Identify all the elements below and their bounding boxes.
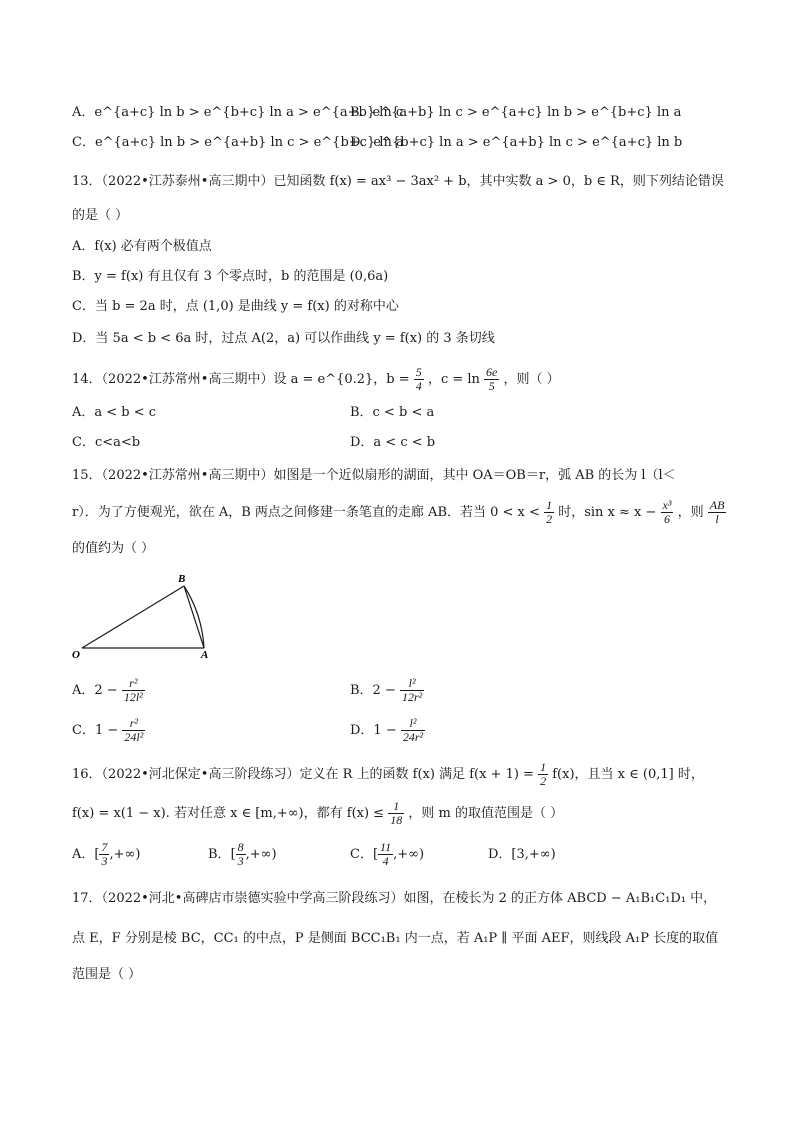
q16-line1: 16．（2022•河北保定•高三阶段练习）定义在 R 上的函数 f(x) 满足 f(x + 1) = $\frac{1}{2}$ f(x)，且当 x ∈ (0,1] 时， xyxy=(72,760,704,788)
q16-option-a: A．[ $\frac{7}{3}$ ,+∞) xyxy=(72,840,141,868)
q13-option-a: A．f(x) 必有两个极值点 xyxy=(72,239,212,254)
q16-option-b: B．[ $\frac{8}{3}$ ,+∞) xyxy=(208,840,277,868)
q15-x3-fraction: $\frac{\text{x³}}{6}$ xyxy=(662,498,672,526)
q12-option-b: B．e^{a+b} ln c > e^{a+c} ln b > e^{b+c} ln a xyxy=(350,105,682,120)
q15-half-fraction: $\frac{1}{2}$ xyxy=(546,498,553,526)
q15-option-d: D．1 − $\frac{\text{l²}}{\text{24r²}}$ xyxy=(350,716,424,744)
q15-line2-a: r）．为了方便观光，欲在 A，B 两点之间修建一条笔直的走廊 AB．若当 0 < x < xyxy=(72,505,540,520)
q16-option-d: D．[3,+∞) xyxy=(488,847,556,862)
q14-option-d: D．a < c < b xyxy=(350,435,436,450)
q14-stem-c: ，则（ ） xyxy=(503,372,560,387)
q15-option-a: A．2 − $\frac{\text{r²}}{\text{12l²}}$ xyxy=(72,676,143,704)
q17-line2: 点 E，F 分别是棱 BC，CC₁ 的中点，P 是侧面 BCC₁B₁ 内一点，若 A₁P ∥ 平面 AEF，则线段 A₁P 长度的取值 xyxy=(72,931,719,946)
q13-option-d: D．当 5a < b < 6a 时，过点 A(2，a) 可以作曲线 y = f(x) 的 3 条切线 xyxy=(72,331,495,346)
q13-option-b: B．y = f(x) 有且仅有 3 个零点时，b 的范围是 (0,6a) xyxy=(72,269,389,284)
q14-stem-b: ，c = ln xyxy=(427,372,480,387)
q13-stem-line2: 的是（ ） xyxy=(72,208,129,223)
q14-stem-a: 14．（2022•江苏常州•高三期中）设 a = e^{0.2}，b = xyxy=(72,372,410,387)
q15-line2-c: ，则 xyxy=(677,505,704,520)
sector-figure xyxy=(70,570,220,662)
q12-option-a: A．e^{a+c} ln b > e^{b+c} ln a > e^{a+b} ln c xyxy=(72,105,404,120)
chord-ab xyxy=(184,586,204,648)
q12-option-d: D．e^{b+c} ln a > e^{a+b} ln c > e^{a+c} ln b xyxy=(350,135,683,150)
q14-option-a: A．a < b < c xyxy=(72,405,157,420)
q14-stem xyxy=(72,366,560,394)
q15-option-c: C．1 − $\frac{\text{r²}}{\text{24l²}}$ xyxy=(72,716,144,744)
q12-option-c: C．e^{a+c} ln b > e^{a+b} ln c > e^{b+c} ln a xyxy=(72,135,404,150)
q15-line3: 的值约为（ ） xyxy=(72,541,155,556)
q14-option-c: C．c<a<b xyxy=(72,435,141,450)
q15-line2 xyxy=(72,498,726,528)
q13-option-c: C．当 b = 2a 时，点 (1,0) 是曲线 y = f(x) 的对称中心 xyxy=(72,299,399,314)
label-a: A xyxy=(201,649,209,661)
q15-line1: 15．（2022•江苏常州•高三期中）如图是一个近似扇形的湖面，其中 OA＝OB＝r，弧 AB 的长为 l（l＜ xyxy=(72,468,676,483)
q17-line1: 17．（2022•河北•高碑店市崇德实验中学高三阶段练习）如图，在棱长为 2 的正方体 ABCD − A₁B₁C₁D₁ 中， xyxy=(72,891,717,906)
q14-option-b: B．c < b < a xyxy=(350,405,435,420)
q13-stem-line1: 13．（2022•江苏泰州•高三期中）已知函数 f(x) = ax³ − 3ax² + b，其中实数 a > 0，b ∈ R，则下列结论错误 xyxy=(72,174,724,189)
q15-line2-b: 时，sin x ≈ x − xyxy=(558,505,657,520)
q17-line3: 范围是（ ） xyxy=(72,967,142,982)
q14-b-fraction: $\frac{5}{4}$ xyxy=(415,365,422,393)
q15-option-b: B．2 − $\frac{\text{l²}}{\text{12r²}}$ xyxy=(350,676,423,704)
label-o: O xyxy=(72,649,80,661)
q14-c-fraction: $\frac{6e}{5}$ xyxy=(486,365,498,393)
label-b: B xyxy=(178,573,186,585)
segment-ob xyxy=(82,586,184,648)
q16-option-c: C．[ $\frac{11}{4}$ ,+∞) xyxy=(350,840,425,868)
q16-line2: f(x) = x(1 − x). 若对任意 x ∈ [m,+∞)，都有 f(x) ≤ $\frac{1}{18}$ ，则 m 的取值范围是（ ） xyxy=(72,799,564,827)
q15-ab-fraction: $\frac{AB}{l}$ xyxy=(709,498,725,526)
